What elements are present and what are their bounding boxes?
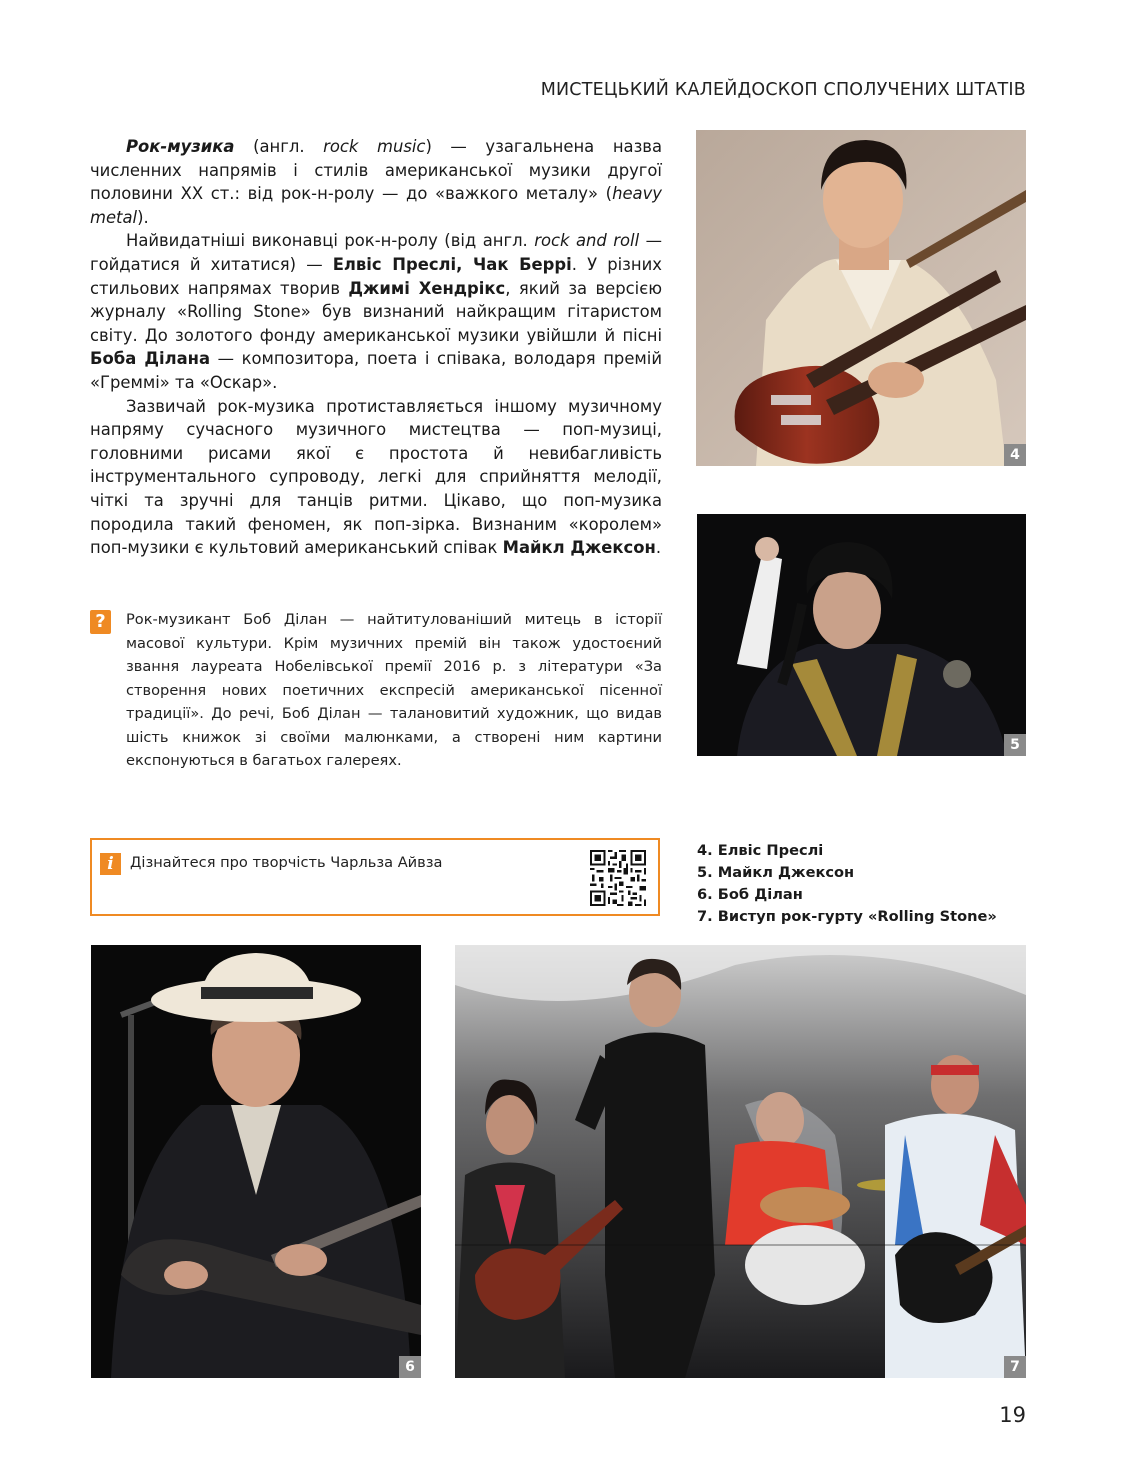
caption-5: 5. Майкл Джексон bbox=[697, 864, 855, 881]
info-text: Дізнайтеся про творчість Чарльза Айвза bbox=[130, 854, 443, 871]
photo-elvis-presley bbox=[696, 130, 1026, 466]
photo-rolling-stones bbox=[455, 945, 1026, 1378]
photo-number-badge: 5 bbox=[1004, 734, 1026, 756]
photo-number-badge: 7 bbox=[1004, 1356, 1026, 1378]
paragraph-rock-definition: Рок-музика (англ. rock music) — узагальнена назва численних напрямів і стилів американської музики другої половини XX ст.: від рок-н-ролу — до «важкого металу» (heavy metal). bbox=[90, 137, 662, 227]
caption-7: 7. Виступ рок-гурту «Rolling Stone» bbox=[697, 908, 997, 925]
photo-captions bbox=[697, 840, 997, 928]
paragraph-pop-music: Зазвичай рок-музика протиставляється іншому музичному напряму сучасного музичного мистецтва — поп-музиці, головними рисами якої є простота й невибагливість інструментального супроводу, легкі для сприйняття мелодії, чіткі та зручні для танців ритми. Цікаво, що поп-музика породила такий феномен, як поп-зірка. Визнаним «королем» поп-музики є культовий американський співак Майкл Джексон. bbox=[90, 396, 662, 558]
photo-number-badge: 6 bbox=[399, 1356, 421, 1378]
photo-bob-dylan bbox=[91, 945, 421, 1378]
dylan-illustration bbox=[91, 945, 421, 1378]
rolling-stones-illustration bbox=[455, 945, 1026, 1378]
running-head: МИСТЕЦЬКИЙ КАЛЕЙДОСКОП СПОЛУЧЕНИХ ШТАТІВ bbox=[540, 80, 1026, 100]
photo-michael-jackson bbox=[697, 514, 1026, 756]
jackson-illustration bbox=[697, 514, 1026, 756]
page-number: 19 bbox=[999, 1403, 1026, 1427]
question-icon: ? bbox=[90, 610, 111, 634]
photo-number-badge: 4 bbox=[1004, 444, 1026, 466]
caption-4: 4. Елвіс Преслі bbox=[697, 842, 824, 859]
elvis-illustration bbox=[696, 130, 1026, 466]
paragraph-performers: Найвидатніші виконавці рок-н-ролу (від англ. rock and roll — гойдатися й хитатися) — Елвіс Преслі, Чак Беррі. У різних стильових напрямах творив Джимі Хендрікс, який за версією журналу «Rolling Stone» був визнаний найкращим гітаристом світу. До золотого фонду американської музики увійшли й пісні Боба Ділана — композитора, поета і співака, володаря премій «Греммі» та «Оскар». bbox=[90, 231, 663, 392]
question-note bbox=[90, 608, 662, 773]
info-icon: i bbox=[100, 853, 121, 875]
main-text bbox=[90, 135, 662, 560]
caption-6: 6. Боб Ділан bbox=[697, 886, 803, 903]
question-note-text: Рок-музикант Боб Ділан — найтитулованіший митець в історії масової культури. Крім музичних премій він також удостоєний звання лауреата Нобелівської премії 2016 р. з літератури «За створення нових поетичних експресій американської пісенної традиції». До речі, Боб Ділан — талановитий художник, що видав шість книжок зі своїми малюнками, а створені ним картини експонуються в багатьох галереях. bbox=[126, 611, 662, 769]
info-box bbox=[90, 838, 660, 916]
qr-code-icon[interactable] bbox=[590, 850, 646, 906]
